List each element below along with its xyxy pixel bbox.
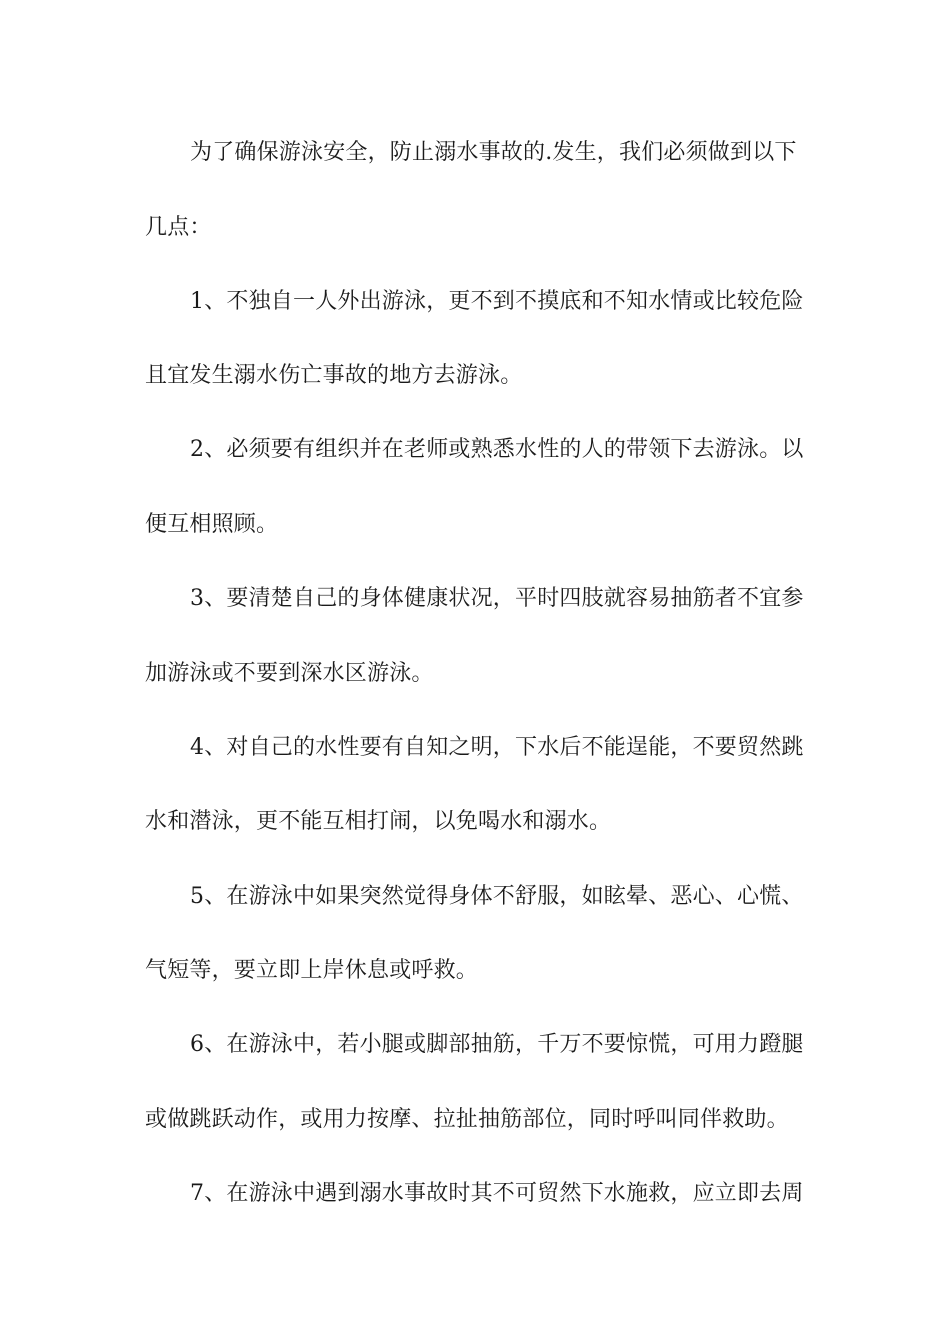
rule-2-line-2: 便互相照顾。 <box>145 512 279 537</box>
rule-3-line-2: 加游泳或不要到深水区游泳。 <box>145 661 434 686</box>
rule-5-line-1: 5、在游泳中如果突然觉得身体不舒服，如眩晕、恶心、心慌、 <box>190 884 804 909</box>
rule-1-line-2: 且宜发生溺水伤亡事故的地方去游泳。 <box>145 363 523 388</box>
rule-6-line-1: 6、在游泳中，若小腿或脚部抽筋，千万不要惊慌，可用力蹬腿 <box>190 1032 804 1057</box>
rule-2-line-1: 2、必须要有组织并在老师或熟悉水性的人的带领下去游泳。以 <box>190 437 804 462</box>
rule-4-line-2: 水和潜泳，更不能互相打闹，以免喝水和溺水。 <box>145 809 612 834</box>
paragraph-intro-line-2: 几点： <box>145 215 212 240</box>
rule-5-line-2: 气短等，要立即上岸休息或呼救。 <box>145 958 479 983</box>
rule-1-line-1: 1、不独自一人外出游泳，更不到不摸底和不知水情或比较危险 <box>190 289 804 314</box>
rule-4-line-1: 4、对自己的水性要有自知之明，下水后不能逞能，不要贸然跳 <box>190 735 804 760</box>
paragraph-intro-line-1: 为了确保游泳安全，防止溺水事故的.发生，我们必须做到以下 <box>190 140 797 165</box>
rule-7-line-1: 7、在游泳中遇到溺水事故时其不可贸然下水施救，应立即去周 <box>190 1181 804 1206</box>
rule-6-line-2: 或做跳跃动作，或用力按摩、拉扯抽筋部位，同时呼叫同伴救助。 <box>145 1107 789 1132</box>
rule-3-line-1: 3、要清楚自己的身体健康状况，平时四肢就容易抽筋者不宜参 <box>190 586 804 611</box>
